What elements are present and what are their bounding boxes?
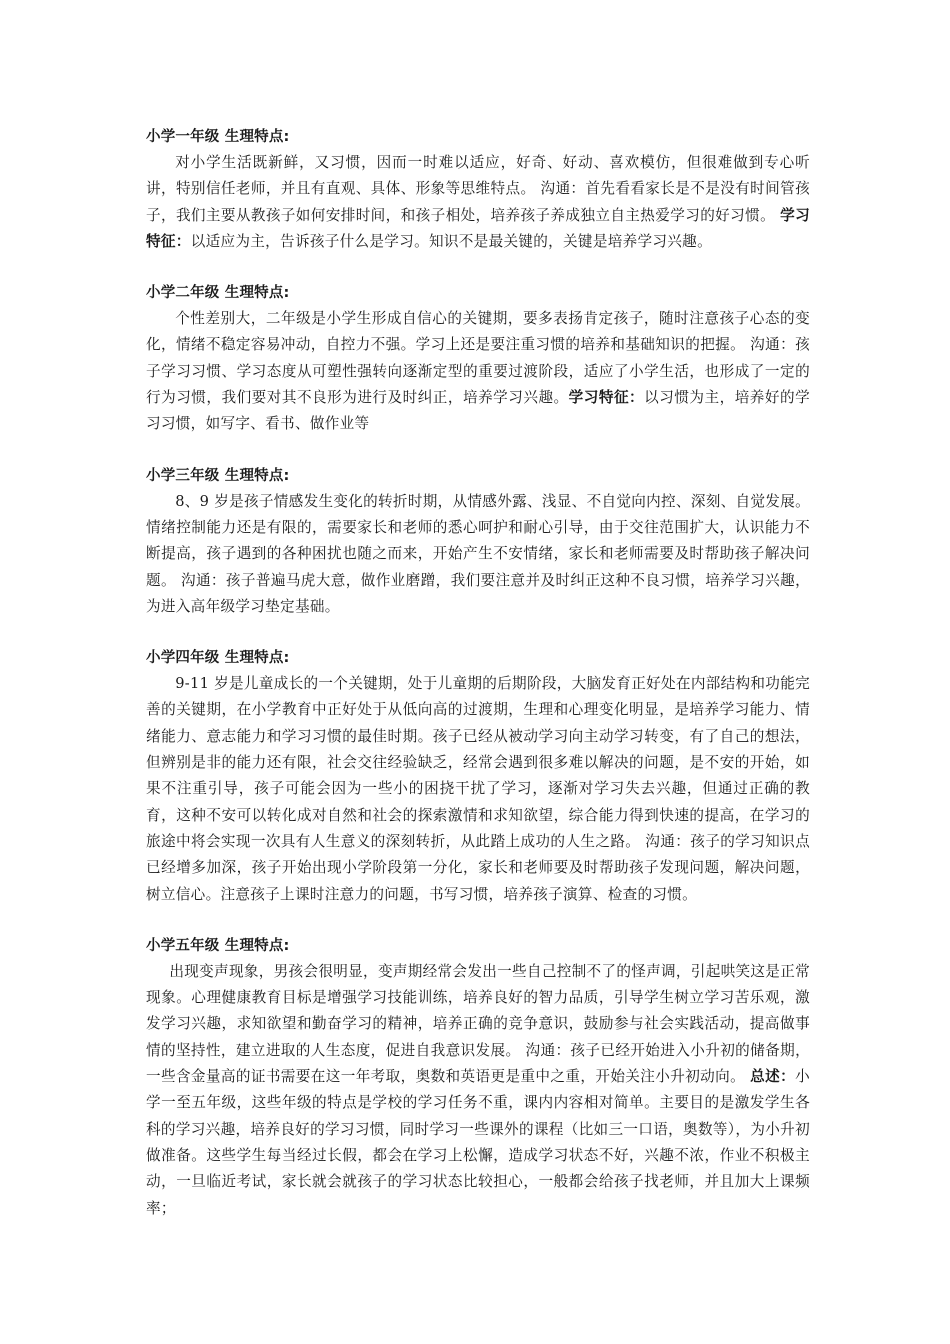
section-grade-2 xyxy=(146,280,810,437)
section-heading: 小学二年级 生理特点: xyxy=(146,285,290,302)
section-heading: 小学三年级 生理特点: xyxy=(146,467,290,484)
section-heading: 小学一年级 生理特点: xyxy=(146,129,290,145)
section-paragraph: 9-11 岁是儿童成长的一个关键期，处于儿童期的后期阶段，大脑发育正好处在内部结构和功能完善的关键期，在小学教育中正好处于从低向高的过渡期，生理和心理变化明显，是培养学习能力、情绪能力、意志能力和学习习惯的最佳时期。孩子已经从被动学习向主动学习转变，有了自己的想法，但辨别是非的能力还有限，社会交往经验缺乏，经常会遇到很多难以解决的问题，是不安的开始，如果不注重引导，孩子可能会因为一些小的困挠干扰了学习，逐渐对学习失去兴趣，但通过正确的教育，这种不安可以转化成对自然和社会的探索激情和求知欲望，综合能力得到快速的提高，在学习的旅途中将会实现一次具有人生意义的深刻转折，从此踏上成功的人生之路。 沟通：孩子的学习知识点已经增多加深，孩子开始出现小学阶段第一分化，家长和老师要及时帮助孩子发现问题，解决问题，树立信心。注意孩子上课时注意力的问题，书写习惯，培养孩子演算、检查的习惯。 xyxy=(146,675,810,903)
section-paragraph: 8、9 岁是孩子情感发生变化的转折时期，从情感外露、浅显、不自觉向内控、深刻、自觉发展。情绪控制能力还是有限的，需要家长和老师的悉心呵护和耐心引导，由于交往范围扩大，认识能力不断提高，孩子遇到的各种困扰也随之而来，开始产生不安情绪，家长和老师需要及时帮助孩子解决问题。 沟通：孩子普遍马虎大意，做作业磨蹭，我们要注意并及时纠正这种不良习惯，培养学习兴趣，为进入高年级学习垫定基础。 xyxy=(146,492,810,615)
keyword-label: 学习特征： xyxy=(146,206,810,250)
keyword-label: 总述： xyxy=(750,1068,796,1086)
document-body xyxy=(146,124,810,1247)
section-grade-5 xyxy=(146,933,810,1222)
section-grade-3 xyxy=(146,463,810,620)
section-grade-4 xyxy=(146,645,810,908)
section-heading: 小学四年级 生理特点: xyxy=(146,650,290,667)
section-grade-1 xyxy=(146,124,810,255)
keyword-label: 学习特征： xyxy=(568,389,645,407)
section-paragraph: 对小学生活既新鲜，又习惯，因而一时难以适应，好奇、好动、喜欢模仿，但很难做到专心听讲，特别信任老师，并且有直观、具体、形象等思维特点。 沟通：首先看看家长是不是没有时间管孩子，我们主要从教孩子如何安排时间，和孩子相处，培养孩子养成独立自主热爱学习的好习惯。 学习特征：以适应为主，告诉孩子什么是学习。知识不是最关键的，关键是培养学习兴趣。 xyxy=(146,154,810,250)
section-paragraph: 出现变声现象，男孩会很明显，变声期经常会发出一些自己控制不了的怪声调，引起哄笑这是正常现象。心理健康教育目标是增强学习技能训练，培养良好的智力品质，引导学生树立学习苦乐观，激发学习兴趣，求知欲望和勤奋学习的精神，培养正确的竞争意识，鼓励参与社会实践活动，提高做事情的坚持性，建立进取的人生态度，促进自我意识发展。 沟通：孩子已经开始进入小升初的储备期，一些含金量高的证书需要在这一年考取，奥数和英语更是重中之重，开始关注小升初动向。 总述：小学一至五年级，这些年级的特点是学校的学习任务不重，课内内容相对简单。主要目的是激发学生各科的学习兴趣，培养良好的学习习惯，同时学习一些课外的课程（比如三一口语，奥数等），为小升初做准备。这些学生每当经过长假，都会在学习上松懈，造成学习状态不好，兴趣不浓，作业不积极主动，一旦临近考试，家长就会就孩子的学习状态比较担心，一般都会给孩子找老师，并且加大上课频率； xyxy=(146,962,810,1217)
section-paragraph: 个性差别大，二年级是小学生形成自信心的关键期，要多表扬肯定孩子，随时注意孩子心态的变化，情绪不稳定容易冲动，自控力不强。学习上还是要注重习惯的培养和基础知识的把握。 沟通：孩子学习习惯、学习态度从可塑性强转向逐渐定型的重要过渡阶段，适应了小学生活，也形成了一定的行为习惯，我们要对其不良形为进行及时纠正，培养学习兴趣。学习特征：以习惯为主，培养好的学习习惯，如写字、看书、做作业等 xyxy=(146,310,810,433)
section-heading: 小学五年级 生理特点: xyxy=(146,937,290,954)
